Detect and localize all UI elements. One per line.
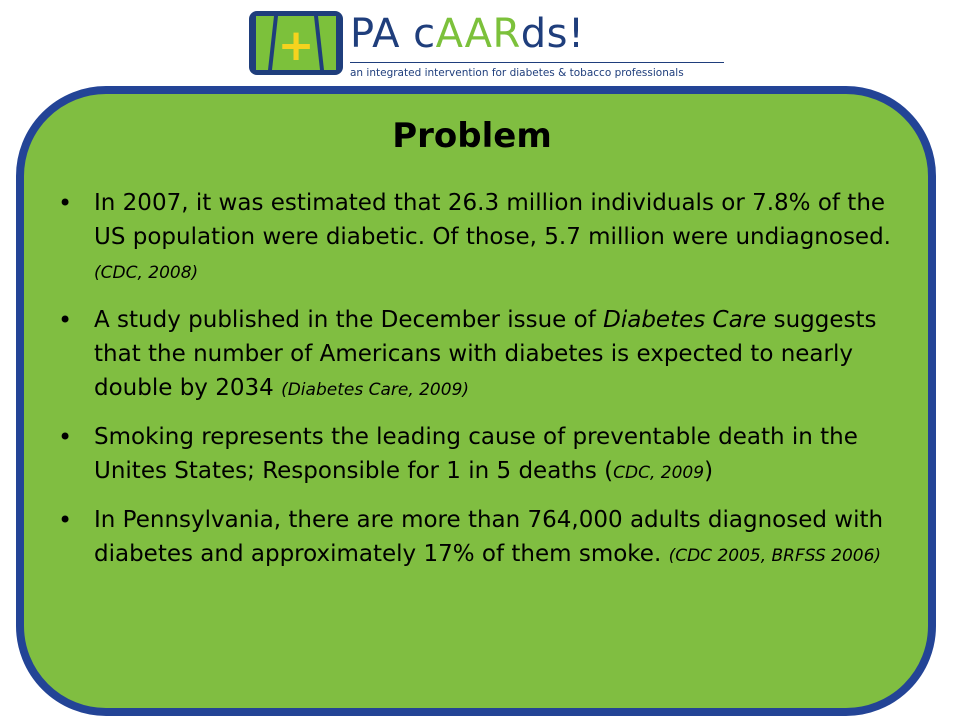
bullet-list <box>94 186 914 586</box>
bullet-text-continued: suggests that the number of Americans with diabetes is expected to nearly double by 2034 <box>94 307 877 401</box>
bullet-text: Smoking represents the leading cause of preventable death in the Unites States; Responsible for 1 in 5 deaths ( <box>94 424 858 484</box>
logo-plus-symbol: + <box>277 20 315 71</box>
bullet-text: In Pennsylvania, there are more than 764,000 adults diagnosed with diabetes and approximately 17% of them smoke. <box>94 507 884 567</box>
bullet-citation: (CDC, 2008) <box>94 263 199 283</box>
logo-divider <box>350 62 724 63</box>
logo-emblem-icon <box>248 10 344 76</box>
bullet-text: A study published in the December issue of <box>94 307 604 333</box>
bullet-citation: CDC, 2009 <box>613 463 705 483</box>
logo-title-part2: AAR <box>435 11 521 57</box>
bullet-item-diabetes-projection <box>94 303 914 407</box>
logo-title-part1: PA c <box>350 11 436 57</box>
bullet-citation: (Diabetes Care, 2009) <box>281 380 470 400</box>
slide-title: Problem <box>392 116 552 156</box>
journal-name: Diabetes Care <box>603 307 767 333</box>
logo-tagline: an integrated intervention for diabetes & tobacco professionals <box>350 67 684 79</box>
logo-title-part3: ds! <box>520 11 585 57</box>
bullet-item-smoking <box>94 420 914 490</box>
bullet-citation: (CDC 2005, BRFSS 2006) <box>668 546 882 566</box>
bullet-item-diabetes-estimate <box>94 186 914 290</box>
pa-caards-logo <box>248 10 728 80</box>
bullet-item-pennsylvania <box>94 503 914 573</box>
logo-title <box>350 8 585 60</box>
bullet-text: In 2007, it was estimated that 26.3 million individuals or 7.8% of the US population were diabetic. Of those, 5.7 million were undiagnosed. <box>94 190 891 250</box>
bullet-text-closing: ) <box>704 458 714 484</box>
